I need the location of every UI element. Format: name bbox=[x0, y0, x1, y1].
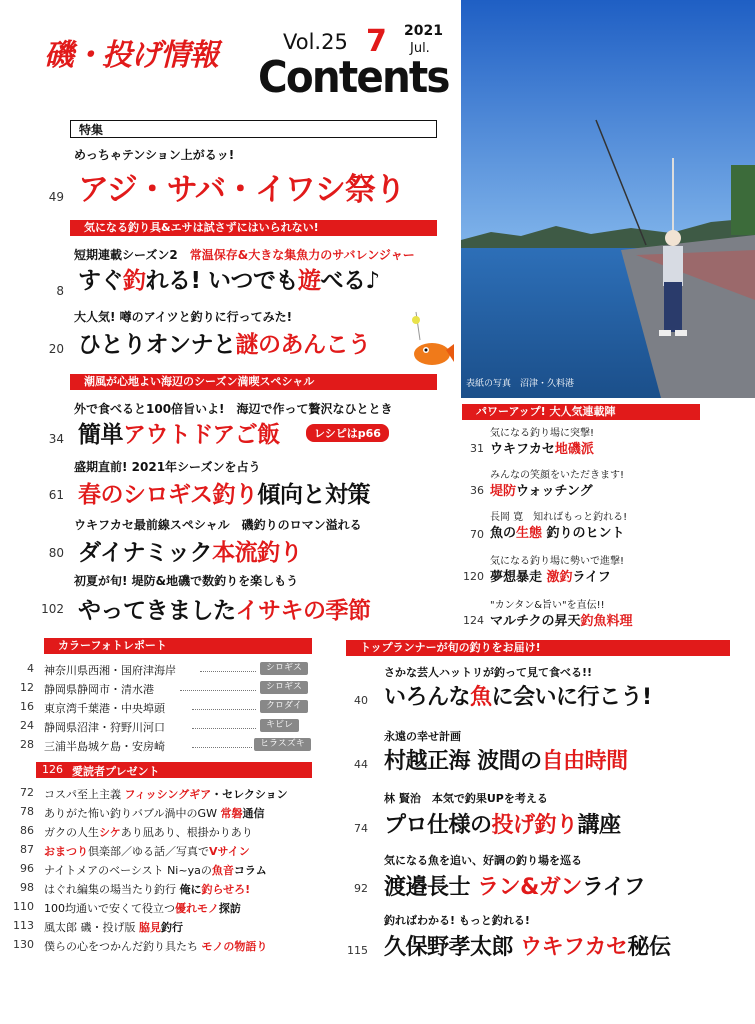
species-tag: クロダイ bbox=[260, 700, 308, 713]
leader-dots bbox=[192, 747, 252, 748]
report-location: 三浦半島城ケ島・安房崎 bbox=[44, 740, 165, 753]
article-subtitle: さかな芸人ハットリが釣って見て食べる!! bbox=[384, 666, 593, 679]
page-number: 86 bbox=[20, 824, 34, 837]
report-location: 静岡県沼津・狩野川河口 bbox=[44, 721, 165, 734]
page-number: 49 bbox=[48, 190, 64, 204]
list-item[interactable]: 78 ありがた怖い釣りバブル渦中のGW 常磐通信 bbox=[10, 803, 330, 822]
list-item[interactable] bbox=[10, 679, 316, 698]
page-number: 4 bbox=[27, 662, 34, 675]
article-subtitle: ウキフカセ最前線スペシャル 磯釣りのロマン溢れる bbox=[74, 518, 362, 532]
page-number: 44 bbox=[354, 758, 368, 771]
page-number: 80 bbox=[48, 546, 64, 560]
serial-subtitle: みんなの笑顔をいただきます! bbox=[490, 470, 625, 481]
article-subtitle: 短期連載シーズン2 常温保存&大きな集魚力のサバレンジャー bbox=[74, 248, 415, 262]
section-bar: 気になる釣り具&エサは試さずにはいられない! bbox=[70, 220, 437, 236]
page-number: 130 bbox=[13, 938, 34, 951]
species-tag: ヒラスズキ bbox=[254, 738, 311, 751]
list-item[interactable] bbox=[10, 660, 316, 679]
article-subtitle: 初夏が旬! 堤防&地磯で数釣りを楽しもう bbox=[74, 574, 299, 588]
serial-subtitle: 長岡 寛 知ればもっと釣れる! bbox=[490, 512, 628, 523]
article-subtitle: 外で食べると100倍旨いよ! 海辺で作って贅沢なひととき bbox=[74, 402, 393, 416]
list-item[interactable] bbox=[10, 736, 316, 755]
page-number: 20 bbox=[48, 342, 64, 356]
section-bar: パワーアップ! 大人気連載陣 bbox=[462, 404, 700, 420]
feature-subtitle: めっちゃテンション上がるッ! bbox=[74, 148, 235, 162]
article-title[interactable]: ひとりオンナと謎のあんこう bbox=[78, 332, 371, 358]
leader-dots bbox=[192, 728, 256, 729]
page-number: 40 bbox=[354, 694, 368, 707]
feature-title[interactable]: アジ・サバ・イワシ祭り bbox=[78, 172, 405, 208]
section-bar: カラーフォトレポート bbox=[44, 638, 312, 654]
serial-subtitle: 気になる釣り場に勢いで進撃! bbox=[490, 556, 625, 567]
serial-title[interactable]: 夢想暴走 激釣ライフ bbox=[490, 570, 611, 585]
list-item[interactable] bbox=[10, 717, 316, 736]
report-location: 静岡県静岡市・清水港 bbox=[44, 683, 154, 696]
page-number: 16 bbox=[20, 700, 34, 713]
volume-label: Vol.25 bbox=[283, 30, 348, 54]
present-label: 愛読者プレゼント bbox=[72, 765, 160, 778]
leader-dots bbox=[192, 709, 256, 710]
report-location: 東京湾千葉港・中央埠頭 bbox=[44, 702, 165, 715]
article-subtitle: 盛期直前! 2021年シーズンを占う bbox=[74, 460, 261, 474]
page-number: 74 bbox=[354, 822, 368, 835]
page-number: 126 bbox=[42, 763, 63, 776]
list-item[interactable]: 72 コスパ至上主義 フィッシングギア・セレクション bbox=[10, 784, 330, 803]
page-number: 31 bbox=[470, 442, 484, 455]
species-tag: シロギス bbox=[260, 681, 308, 694]
page-number: 70 bbox=[470, 528, 484, 541]
page-number: 115 bbox=[347, 944, 368, 957]
page-number: 120 bbox=[463, 570, 484, 583]
article-title[interactable]: ダイナミック本流釣り bbox=[78, 540, 303, 566]
page-number: 96 bbox=[20, 862, 34, 875]
report-list bbox=[10, 660, 316, 755]
cover-photo bbox=[461, 0, 755, 398]
list-item[interactable]: 130 僕らの心をつかんだ釣り具たち モノの物語り bbox=[10, 936, 330, 955]
page-number: 124 bbox=[463, 614, 484, 627]
issue-month: Jul. bbox=[410, 41, 430, 56]
page-number: 110 bbox=[13, 900, 34, 913]
species-tag: シロギス bbox=[260, 662, 308, 675]
article-title[interactable]: いろんな魚に会いに行こう! bbox=[384, 685, 652, 710]
serial-subtitle: "カンタン&旨い"を直伝!! bbox=[490, 600, 605, 611]
leader-dots bbox=[200, 671, 256, 672]
present-bar[interactable] bbox=[36, 762, 312, 778]
list-item[interactable]: 87 おまつり倶楽部／ゆる話／写真でVサイン bbox=[10, 841, 330, 860]
list-item[interactable]: 110 100均通いで安くて役立つ優れモノ探訪 bbox=[10, 898, 330, 917]
article-subtitle: 永遠の幸せ計画 bbox=[384, 730, 461, 743]
list-item[interactable]: 113 風太郎 磯・投げ版 脇見釣行 bbox=[10, 917, 330, 936]
page-number: 87 bbox=[20, 843, 34, 856]
report-location: 神奈川県西湘・国府津海岸 bbox=[44, 664, 176, 677]
page-number: 28 bbox=[20, 738, 34, 751]
section-bar: トップランナーが旬の釣りをお届け! bbox=[346, 640, 730, 656]
serial-subtitle: 気になる釣り場に突撃! bbox=[490, 428, 595, 439]
serial-title[interactable]: 堤防ウォッチング bbox=[490, 484, 593, 499]
page-number: 72 bbox=[20, 786, 34, 799]
page-number: 12 bbox=[20, 681, 34, 694]
article-subtitle: 大人気! 噂のアイツと釣りに行ってみた! bbox=[74, 310, 293, 324]
page-title: Contents bbox=[258, 52, 449, 103]
page-number: 24 bbox=[20, 719, 34, 732]
recipe-badge: レシピはp66 bbox=[306, 424, 389, 442]
article-title[interactable]: 村越正海 波間の自由時間 bbox=[384, 749, 628, 774]
page-number: 34 bbox=[48, 432, 64, 446]
species-tag: キビレ bbox=[260, 719, 299, 732]
page-number: 78 bbox=[20, 805, 34, 818]
section-bar: 潮風が心地よい海辺のシーズン満喫スペシャル bbox=[70, 374, 437, 390]
list-item[interactable]: 86 ガクの人生シケあり凪あり、根掛かりあり bbox=[10, 822, 330, 841]
article-title[interactable]: 久保野孝太郎 ウキフカセ秘伝 bbox=[384, 935, 671, 960]
article-title[interactable]: 簡単アウトドアご飯 bbox=[78, 422, 280, 448]
feature-header: 特集 bbox=[70, 120, 437, 138]
list-item[interactable]: 98 はぐれ編集の場当たり釣行 俺に釣らせろ! bbox=[10, 879, 330, 898]
page-number: 113 bbox=[13, 919, 34, 932]
issue-number: 7 bbox=[366, 24, 387, 59]
leader-dots bbox=[180, 690, 256, 691]
article-title[interactable]: やってきましたイサキの季節 bbox=[78, 598, 371, 624]
article-title[interactable]: 春のシロギス釣り傾向と対策 bbox=[78, 482, 371, 508]
page-number: 98 bbox=[20, 881, 34, 894]
page-number: 102 bbox=[41, 602, 64, 616]
serial-title[interactable]: マルチクの昇天釣魚料理 bbox=[490, 614, 633, 629]
anglerfish-lure-icon bbox=[396, 310, 456, 370]
serial-title[interactable]: 魚の生態 釣りのヒント bbox=[490, 526, 625, 541]
serial-title[interactable]: ウキフカセ地磯派 bbox=[490, 442, 594, 457]
list-item[interactable] bbox=[10, 698, 316, 717]
page-number: 36 bbox=[470, 484, 484, 497]
article-subtitle: 気になる魚を追い、好調の釣り場を巡る bbox=[384, 854, 582, 867]
magazine-logo: 磯・投げ情報 bbox=[44, 38, 218, 73]
list-item[interactable]: 96 ナイトメアのベーシスト Ni~yaの魚音コラム bbox=[10, 860, 330, 879]
page-number: 92 bbox=[354, 882, 368, 895]
article-title[interactable]: すぐ釣れる! いつでも遊べる♪ bbox=[78, 268, 380, 294]
article-title[interactable]: 渡邉長士 ラン&ガンライフ bbox=[384, 875, 646, 900]
page-number: 8 bbox=[56, 284, 64, 298]
serial-list bbox=[10, 784, 330, 955]
article-title[interactable]: プロ仕様の投げ釣り講座 bbox=[384, 813, 621, 838]
photo-caption: 表紙の写真 沼津・久料港 bbox=[466, 379, 575, 389]
article-subtitle: 林 賢治 本気で釣果UPを考える bbox=[384, 792, 548, 805]
page-number: 61 bbox=[48, 488, 64, 502]
issue-year: 2021 bbox=[404, 23, 443, 39]
article-subtitle: 釣ればわかる! もっと釣れる! bbox=[384, 914, 530, 927]
